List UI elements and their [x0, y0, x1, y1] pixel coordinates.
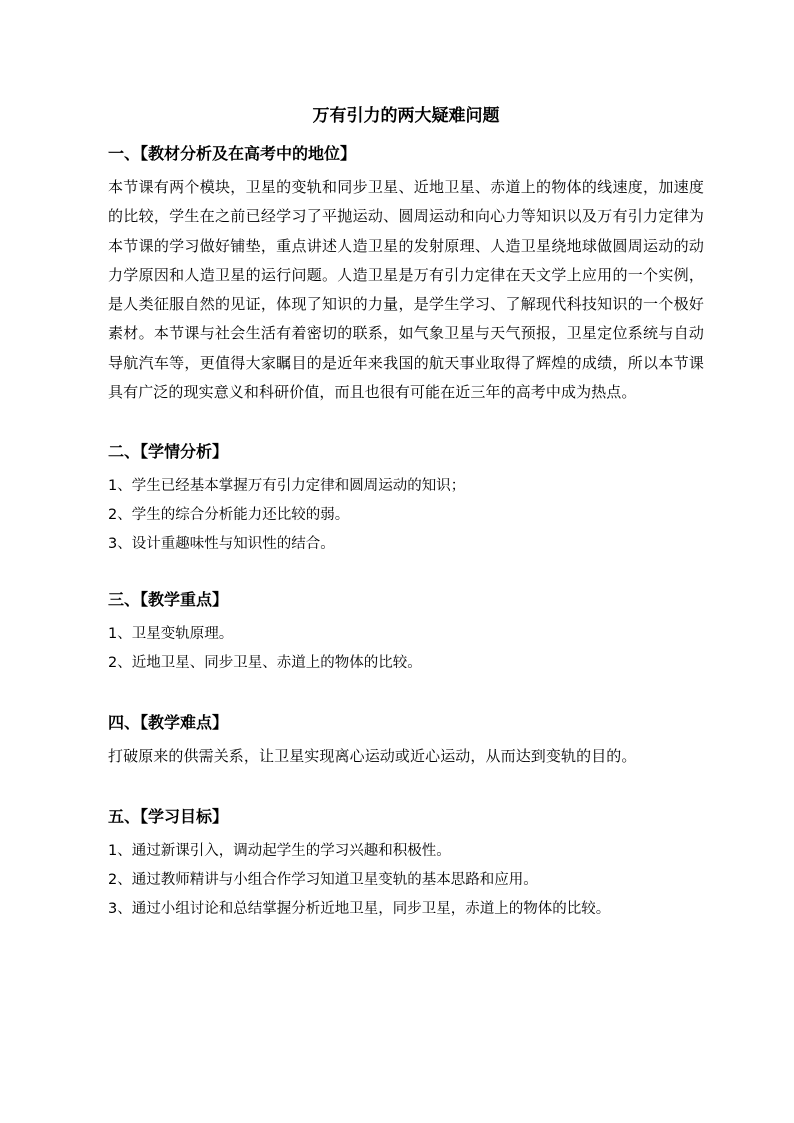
- item-list: [108, 472, 704, 559]
- section-paragraph: 打破原来的供需关系，让卫星实现离心运动或近心运动，从而达到变轨的目的。: [108, 747, 637, 766]
- spacer: [108, 772, 704, 805]
- section-teaching-difficulty: [108, 711, 704, 771]
- list-item: 3、设计重趣味性与知识性的结合。: [108, 536, 335, 553]
- section-paragraph: 本节课有两个模块，卫星的变轨和同步卫星、近地卫星、赤道上的物体的线速度，加速度的比较，学生在之前已经学习了平抛运动、圆周运动和向心力等知识以及万有引力定律为本节课的学习做好铺垫，重点讲述人造卫星的发射原理、人造卫星绕地球做圆周运动的动力学原因和人造卫星的运行问题。人造卫星是万有引力定律在天文学上应用的一个实例，是人类征服自然的见证，体现了知识的力量，是学生学习、了解现代科技知识的一个极好素材。本节课与社会生活有着密切的联系，如气象卫星与天气预报，卫星定位系统与自动导航汽车等，更值得大家瞩目的是近年来我国的航天事业取得了辉煌的成绩，所以本节课具有广泛的现实意义和科研价值，而且也很有可能在近三年的高考中成为热点。: [108, 178, 704, 402]
- list-item: 3、通过小组讨论和总结掌握分析近地卫星，同步卫星，赤道上的物体的比较。: [108, 900, 611, 917]
- list-item: 2、近地卫星、同步卫星、赤道上的物体的比较。: [108, 655, 422, 672]
- document-page: [108, 104, 704, 924]
- section-heading: 三、【教学重点】: [108, 590, 229, 610]
- section-heading: 五、【学习目标】: [108, 806, 229, 826]
- list-item: 2、通过教师精讲与小组合作学习知道卫星变轨的基本思路和应用。: [108, 871, 538, 888]
- list-item: 1、学生已经基本掌握万有引力定律和圆周运动的知识；: [108, 478, 466, 495]
- document-title: 万有引力的两大疑难问题: [312, 106, 500, 126]
- section-heading: 四、【教学难点】: [108, 713, 229, 733]
- list-item: 2、学生的综合分析能力还比较的弱。: [108, 507, 350, 524]
- spacer: [108, 559, 704, 588]
- item-list: [108, 620, 704, 678]
- section-heading: 二、【学情分析】: [108, 442, 229, 462]
- section-learner-analysis: [108, 440, 704, 559]
- section-learning-objectives: [108, 805, 704, 924]
- section-heading: 一、【教材分析及在高考中的地位】: [108, 144, 357, 163]
- list-item: 1、卫星变轨原理。: [108, 626, 234, 643]
- spacer: [108, 407, 704, 440]
- spacer: [108, 678, 704, 711]
- list-item: 1、通过新课引入，调动起学生的学习兴趣和积极性。: [108, 842, 451, 859]
- section-textbook-analysis: [108, 142, 704, 407]
- item-list: [108, 837, 704, 924]
- section-teaching-focus: [108, 588, 704, 678]
